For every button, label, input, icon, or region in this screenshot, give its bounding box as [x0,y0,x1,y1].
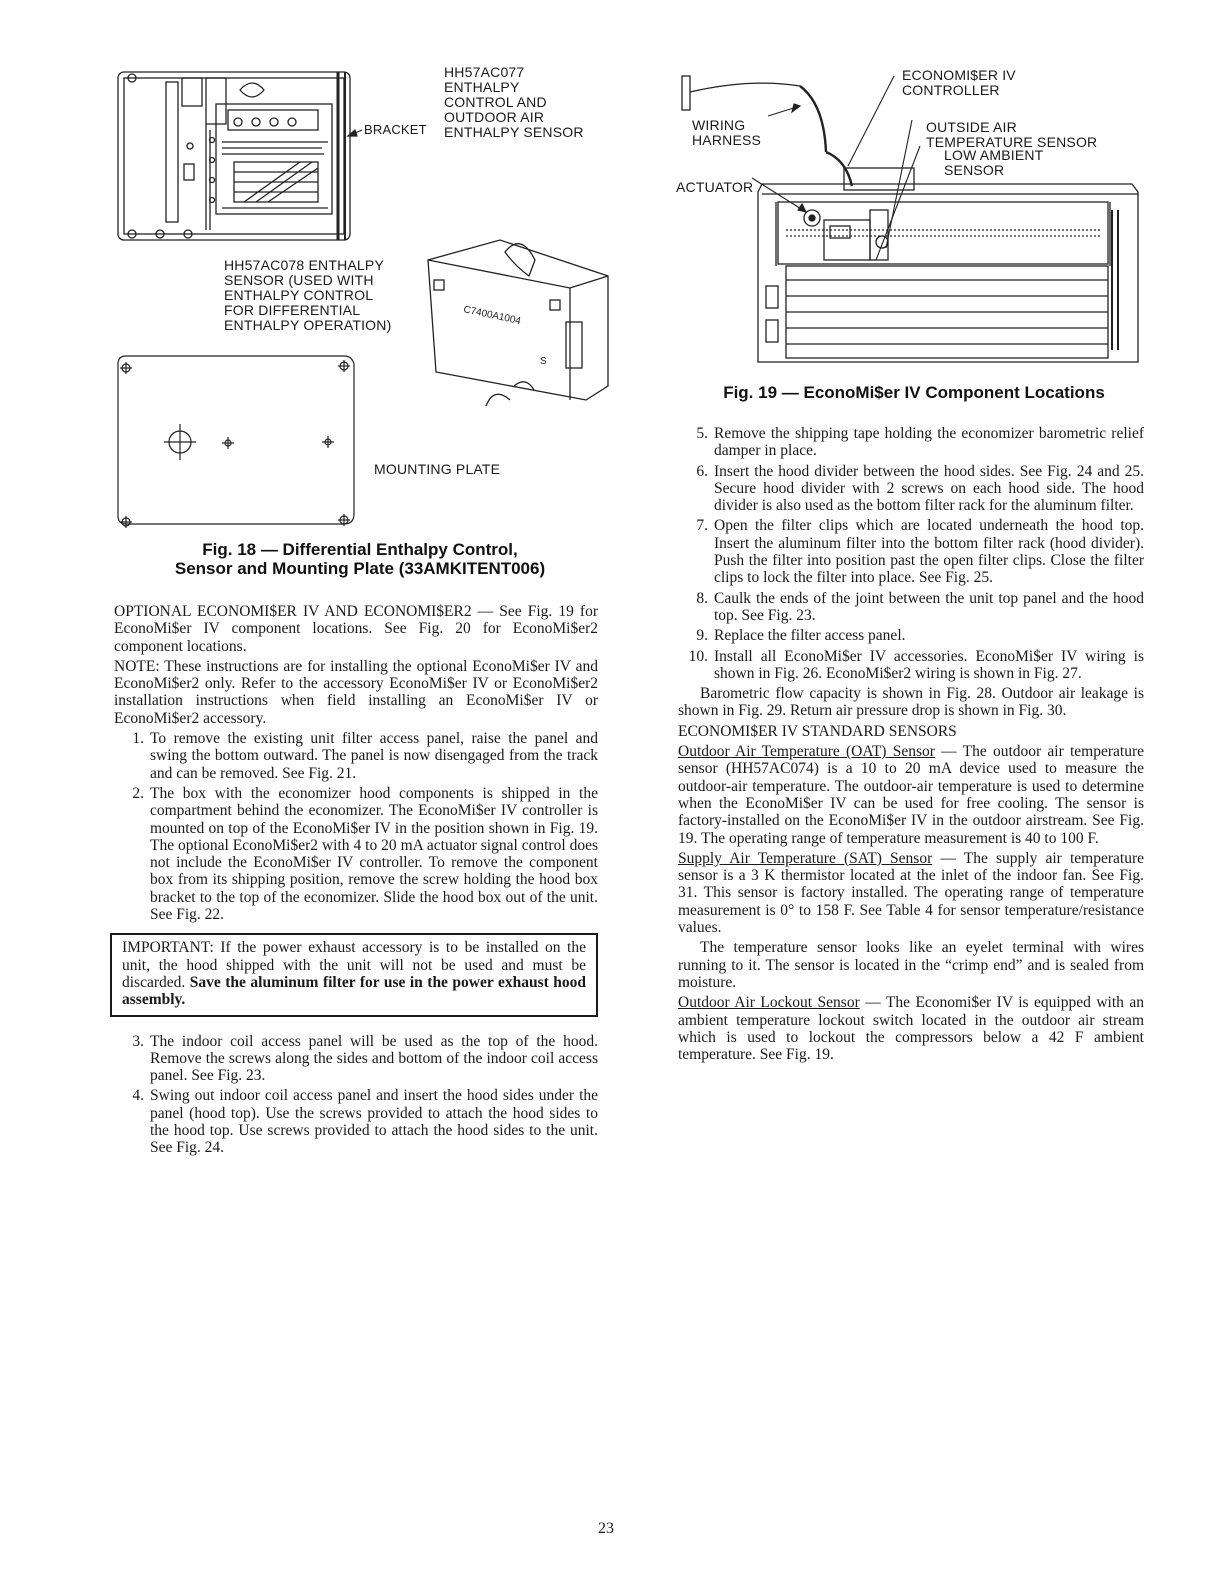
mounting-plate-label: MOUNTING PLATE [374,461,501,477]
oat-paragraph: Outdoor Air Temperature (OAT) Sensor — The outdoor air temperature sensor (HH57AC074) is a 10 to 20 mA device used to measure the outdoor-air temperature. The outdoor-air temperature is used to determine when the EconoMi$er IV can be used for free cooling. The sensor is factory-installed on the EconoMi$er IV in the outdoor airstream. See Fig. 19. The operating range of temperature measurement is 40 to 100 F. [678,743,1144,847]
fig19-caption: Fig. 19 — EconoMi$er IV Component Locations [723,383,1105,402]
sensors-heading: ECONOMI$ER IV STANDARD SENSORS [678,722,957,740]
enthalpy-control-label: HH57AC077 ENTHALPY CONTROL AND OUTDOOR AIR ENTHALPY SENSOR [444,64,584,140]
fig18-caption: Fig. 18 — Differential Enthalpy Control, Sensor and Mounting Plate (33AMKITENT006) [174,540,546,578]
step-7: 7. Open the filter clips which are located underneath the hood top. Insert the aluminum filter into the bottom filter rack (hood divider). Push the filter into position past the open filter clips. Close the filter clips to lock the filter into place. See Fig. 25. [696,517,1144,587]
wiring-harness-label: WIRING HARNESS [692,117,762,148]
eyelet-paragraph: The temperature sensor looks like an eyelet terminal with wires running to it. The sensor is located in the “crimp end” and is sealed from moisture. [678,939,1144,991]
economizer-controller-label: ECONOMI$ER IV CONTROLLER [902,67,1016,98]
sat-title: Supply Air Temperature (SAT) Sensor [678,849,933,867]
step-2: 2. The box with the economizer hood components is shipped in the compartment behind the economizer. The EconoMi$er IV controller is mounted on top of the EconoMi$er IV in the position shown in Fig. 19. The optional EconoMi$er2 with 4 to 20 mA actuator signal control does not include the EconoMi$er IV controller. To remove the component box from its shipping position, remove the screw holding the hood box bracket to the top of the economizer. Slide the hood box out of the unit. See Fig. 22. [132,784,598,924]
step-8: 8. Caulk the ends of the joint between the unit top panel and the hood top. See Fig. 23. [696,589,1144,624]
figure-18 [110,60,610,600]
step-1: 1. To remove the existing unit filter access panel, raise the panel and swing the bottom outward. The panel is now disengaged from the track and can be removed. See Fig. 21. [132,730,598,782]
barometric-paragraph: Barometric flow capacity is shown in Fig. 28. Outdoor air leakage is shown in Fig. 29. Return air pressure drop is shown in Fig. 30. [678,685,1144,720]
step-5: 5. Remove the shipping tape holding the economizer barometric relief damper in place. [696,425,1144,460]
figure-19 [676,60,1152,408]
lockout-paragraph: Outdoor Air Lockout Sensor — The Economi$er IV is equipped with an ambient temperature lockout switch located in the outdoor air stream which is used to lockout the compressors below a 42 F ambient temperature. See Fig. 19. [678,994,1144,1064]
right-column [678,425,1144,1066]
lockout-title: Outdoor Air Lockout Sensor [678,994,860,1012]
svg-text:S: S [540,356,547,367]
actuator-label: ACTUATOR [676,179,754,195]
optional-economizer-heading: OPTIONAL ECONOMI$ER IV AND ECONOMI$ER2 — See Fig. 19 for EconoMi$er IV component locations. See Fig. 20 for EconoMi$er2 component locations. [114,603,598,655]
outside-air-sensor-label: OUTSIDE AIR TEMPERATURE SENSOR [926,119,1098,150]
enthalpy-sensor-label: HH57AC078 ENTHALPY SENSOR (USED WITH ENTHALPY CONTROL FOR DIFFERENTIAL ENTHALPY OPERATION) [224,257,392,333]
step-4: 4. Swing out indoor coil access panel and insert the hood sides under the panel (hood top). Use the screws provided to attach the hood sides to the hood top. Use screws provided to attach the hood sides to the unit. See Fig. 24. [132,1087,598,1157]
step-6: 6. Insert the hood divider between the hood sides. See Fig. 24 and 25. Secure hood divider with 2 screws on each hood side. The hood divider is also used as the bottom filter rack for the aluminum filter. [696,462,1144,515]
note-paragraph: NOTE: These instructions are for installing the optional EconoMi$er IV and EconoMi$er2 only. Refer to the accessory EconoMi$er IV or EconoMi$er2 installation instructions when field installing an EconoMi$er IV or EconoMi$er2 accessory. [114,657,598,727]
sat-paragraph: Supply Air Temperature (SAT) Sensor — The supply air temperature sensor is a 3 K thermistor located at the inlet of the indoor fan. See Fig. 31. This sensor is factory installed. The operating range of temperature measurement is 0° to 158 F. See Table 4 for sensor temperature/resistance values. [678,849,1145,937]
low-ambient-sensor-label: LOW AMBIENT SENSOR [944,147,1044,178]
economizer-drawing [676,60,1152,380]
step-10: 10. Install all EconoMi$er IV accessories. EconoMi$er IV wiring is shown in Fig. 26. EconoMi$er2 wiring is shown in Fig. 27. [688,647,1144,682]
step-9: 9. Replace the filter access panel. [696,627,906,645]
bracket-label: BRACKET [364,122,427,137]
oat-title: Outdoor Air Temperature (OAT) Sensor [678,743,935,761]
page-number: 23 [598,1520,614,1537]
step-3: 3. The indoor coil access panel will be used as the top of the hood. Remove the screws along the sides and bottom of the indoor coil access panel. See Fig. 23. [132,1032,598,1085]
important-box: IMPORTANT: If the power exhaust accessory is to be installed on the unit, the hood shipped with the unit will not be used and must be discarded. Save the aluminum filter for use in the power exhaust hood assembly. [110,933,598,1016]
left-column [114,603,598,1160]
sensor-part-number: C7400A1004 [462,304,522,328]
